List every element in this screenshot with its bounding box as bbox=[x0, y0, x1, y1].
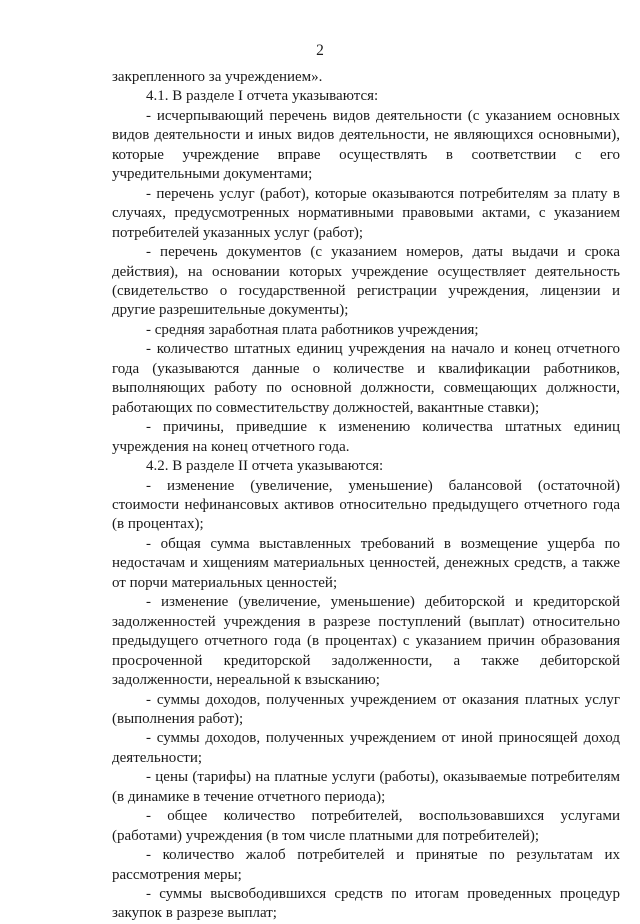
list-item: - изменение (увеличение, уменьшение) балансовой (остаточной) стоимости нефинансовых активов относительно предыдущего отчетного года (в процентах); bbox=[112, 477, 620, 533]
list-item: - общее количество потребителей, воспользовавшихся услугами (работами) учреждения (в том числе платными для потребителей); bbox=[112, 808, 620, 844]
list-item: - исчерпывающий перечень видов деятельности (с указанием основных видов деятельности и иных видов деятельности, не являющихся основными), которые учреждение вправе осуществлять в соответствии с его учредительными документами; bbox=[112, 107, 620, 183]
list-item: - суммы доходов, полученных учреждением от оказания платных услуг (выполнения работ); bbox=[112, 691, 620, 727]
list-item: - количество жалоб потребителей и принятые по результатам их рассмотрения меры; bbox=[112, 847, 620, 883]
list-item: - перечень услуг (работ), которые оказываются потребителям за плату в случаях, предусмотренных нормативными правовыми актами, с указанием потребителей указанных услуг (работ); bbox=[112, 185, 620, 241]
list-item: - количество штатных единиц учреждения на начало и конец отчетного года (указываются данные о количестве и квалификации работников, выполняющих работу по основной должности, совмещающих должности, работающих по совместительству должностей, вакантные ставки); bbox=[112, 341, 620, 416]
paragraph: закрепленного за учреждением». bbox=[112, 69, 323, 85]
list-item: - причины, приведшие к изменению количества штатных единиц учреждения на конец отчетного года. bbox=[112, 419, 620, 455]
list-item: - цены (тарифы) на платные услуги (работы), оказываемые потребителям (в динамике в течение отчетного периода); bbox=[112, 769, 620, 805]
list-item: - суммы доходов, полученных учреждением от иной приносящей доход деятельности; bbox=[112, 730, 620, 766]
list-item: - перечень документов (с указанием номеров, даты выдачи и срока действия), на основании которых учреждение осуществляет деятельность (свидетельство о государственной регистрации учреждения, лицензии и другие разрешительные документы); bbox=[112, 244, 620, 319]
section-heading: 4.2. В разделе II отчета указываются: bbox=[146, 458, 384, 475]
page-number: 2 bbox=[316, 42, 324, 59]
list-item: - общая сумма выставленных требований в возмещение ущерба по недостачам и хищениям материальных ценностей, денежных средств, а также от порчи материальных ценностей; bbox=[112, 535, 620, 591]
list-item: - изменение (увеличение, уменьшение) дебиторской и кредиторской задолженностей учреждения в разрезе поступлений (выплат) относительно предыдущего отчетного года (в процентах) с указанием причин образования просроченной кредиторской задолженности, а также дебиторской задолженности, нереальной к взысканию; bbox=[112, 594, 620, 689]
document-body bbox=[112, 68, 620, 924]
list-item: - суммы высвободившихся средств по итогам проведенных процедур закупок в разрезе выплат; bbox=[112, 886, 620, 922]
list-item: - средняя заработная плата работников учреждения; bbox=[146, 321, 479, 338]
section-heading: 4.1. В разделе I отчета указываются: bbox=[146, 88, 379, 105]
